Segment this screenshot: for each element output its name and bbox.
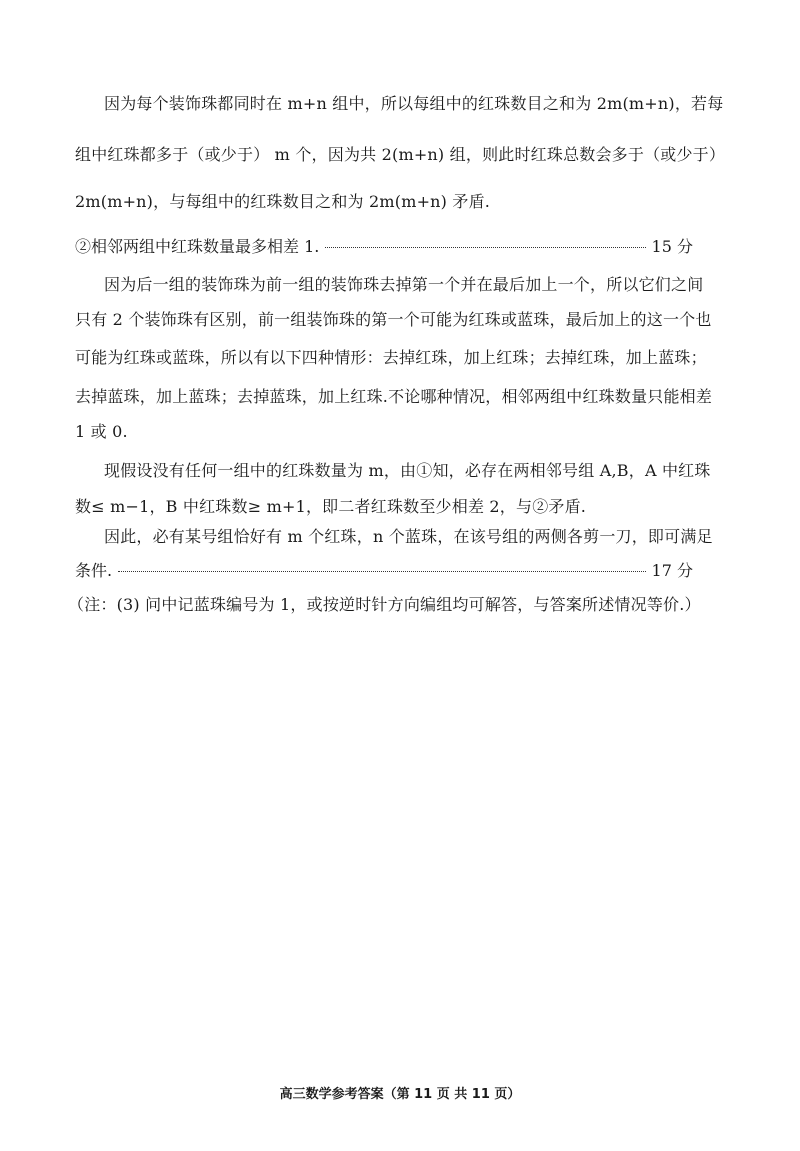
text-line-4: 因为后一组的装饰珠为前一组的装饰珠去掉第一个并在最后加上一个，所以它们之间 (104, 275, 704, 294)
text-line-8: 1 或 0. (75, 422, 128, 441)
scored-line-2-text: 条件. (75, 561, 113, 580)
text-line-6: 可能为红珠或蓝珠，所以有以下四种情形：去掉红珠，加上红珠；去掉红珠，加上蓝珠； (75, 348, 707, 367)
text-line-9: 现假设没有任何一组中的红珠数量为 m，由①知，必存在两相邻号组 A,B，A 中红珠 (104, 461, 711, 480)
score-label-17: 17 分 (651, 561, 693, 580)
scored-line-2 (75, 560, 693, 582)
page-footer: 高三数学参考答案（第 11 页 共 11 页） (279, 1087, 521, 1102)
note-line: （注：(3) 问中记蓝珠编号为 1，或按逆时针方向编组均可解答，与答案所述情况等价.） (68, 595, 701, 614)
scored-line-1 (75, 236, 693, 258)
dot-leader (325, 247, 645, 248)
text-line-10: 数≤ m−1，B 中红珠数≥ m+1，即二者红珠数至少相差 2，与②矛盾. (75, 497, 587, 516)
text-line-2: 组中红珠都多于（或少于） m 个，因为共 2(m+n) 组，则此时红珠总数会多于（或少于） (75, 145, 726, 164)
text-line-3: 2m(m+n)，与每组中的红珠数目之和为 2m(m+n) 矛盾. (75, 192, 491, 211)
text-line-5: 只有 2 个装饰珠有区别，前一组装饰珠的第一个可能为红珠或蓝珠，最后加上的这一个也 (75, 310, 712, 329)
text-line-11: 因此，必有某号组恰好有 m 个红珠，n 个蓝珠，在该号组的两侧各剪一刀，即可满足 (104, 527, 713, 546)
text-line-7: 去掉蓝珠，加上蓝珠；去掉蓝珠，加上红珠.不论哪种情况，相邻两组中红珠数量只能相差 (75, 387, 713, 406)
dot-leader (118, 571, 645, 572)
score-label-15: 15 分 (651, 237, 693, 256)
scored-line-1-text: ②相邻两组中红珠数量最多相差 1. (75, 237, 320, 256)
text-line-1: 因为每个装饰珠都同时在 m+n 组中，所以每组中的红珠数目之和为 2m(m+n)，若每 (104, 94, 724, 113)
